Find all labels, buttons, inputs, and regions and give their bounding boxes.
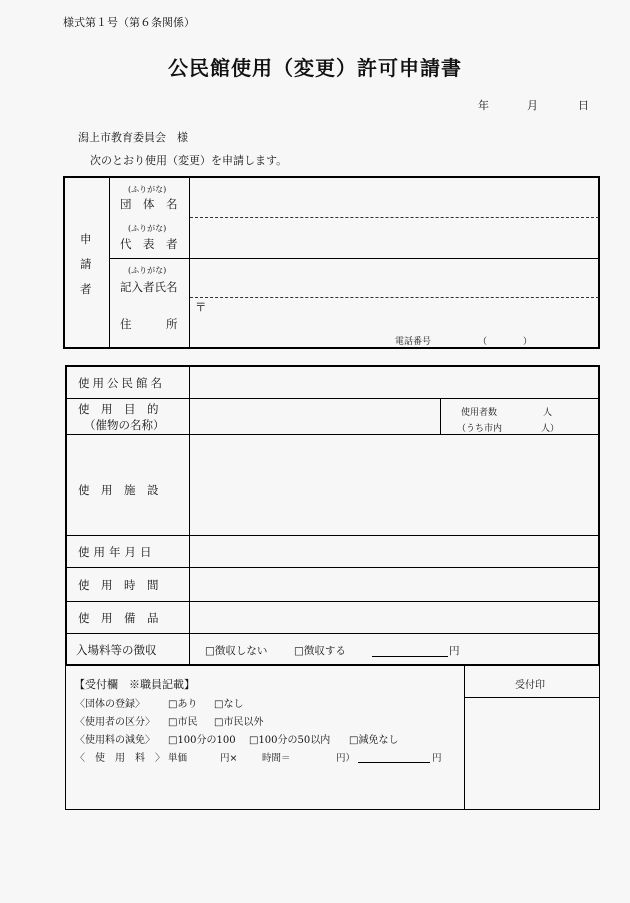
registration-label: 〈団体の登録〉 <box>75 699 145 710</box>
yen-times-label: 円× <box>220 753 238 764</box>
fee-no-checkbox[interactable]: □徴収しない <box>205 645 268 657</box>
reduction-label: 〈使用料の減免〉 <box>75 735 155 746</box>
furigana-group: (ふりがな) <box>128 185 167 194</box>
applicant-label-3: 者 <box>80 282 92 296</box>
furigana-rep: (ふりがな) <box>128 224 167 233</box>
users-city-unit: 人） <box>541 424 560 434</box>
writer-name-label: 記入者氏名 <box>120 280 178 294</box>
class-other-checkbox[interactable]: □市民以外 <box>214 717 264 728</box>
reduction-100-checkbox[interactable]: □100分の100 <box>168 735 236 746</box>
reduction-none-checkbox[interactable]: □減免なし <box>349 735 399 746</box>
users-city-label: （うち市内 <box>457 424 503 434</box>
users-unit: 人 <box>543 408 553 418</box>
reception-stamp-label: 受付印 <box>515 680 545 691</box>
usage-fee-label: 〈 使 用 料 〉 <box>75 753 165 764</box>
hall-name-label: 使用公民館名 <box>78 376 165 390</box>
facility-label: 使 用 施 設 <box>78 483 159 497</box>
page-title: 公民館使用（変更）許可申請書 <box>168 56 462 80</box>
applicant-label-1: 申 <box>80 232 92 246</box>
phone-label: 電話番号 <box>395 337 432 347</box>
use-time-label: 使 用 時 間 <box>78 578 159 592</box>
user-class-label: 〈使用者の区分〉 <box>75 717 155 728</box>
fee-total-yen: 円 <box>432 753 442 764</box>
hours-equals-label: 時間＝ <box>262 753 291 764</box>
furigana-writer: (ふりがな) <box>128 266 167 275</box>
fee-yes-checkbox[interactable]: □徴収する <box>294 645 346 657</box>
reduction-50-checkbox[interactable]: □100分の50以内 <box>249 735 331 746</box>
fee-unit: 円 <box>449 645 460 657</box>
address-label: 住 所 <box>120 317 178 331</box>
registration-no-checkbox[interactable]: □なし <box>214 699 244 710</box>
registration-yes-checkbox[interactable]: □あり <box>168 699 198 710</box>
unit-price-label: 単価 <box>168 753 188 764</box>
form-number: 様式第１号（第６条関係） <box>63 16 195 29</box>
applicant-label-2: 請 <box>80 257 92 271</box>
reception-heading: 【受付欄 ※職員記載】 <box>74 678 195 691</box>
users-count-label: 使用者数 <box>461 408 498 418</box>
purpose-label: 使 用 目 的 <box>78 402 159 416</box>
date-month-label: 月 <box>527 99 538 112</box>
date-year-label: 年 <box>478 99 489 112</box>
event-name-label: （催物の名称） <box>84 418 165 432</box>
postal-mark: 〒 <box>195 300 207 314</box>
fee-collection-label: 入場料等の徴収 <box>76 643 157 657</box>
yen-paren-label: 円） <box>336 753 356 764</box>
phone-parens: （ ） <box>478 337 533 347</box>
representative-label: 代 表 者 <box>120 237 178 251</box>
equipment-label: 使 用 備 品 <box>78 611 159 625</box>
intro-text: 次のとおり使用（変更）を申請します。 <box>90 154 288 167</box>
class-city-checkbox[interactable]: □市民 <box>168 717 198 728</box>
group-name-label: 団 体 名 <box>120 197 178 211</box>
use-date-label: 使用年月日 <box>78 545 156 559</box>
recipient: 潟上市教育委員会 様 <box>78 131 188 144</box>
date-day-label: 日 <box>578 99 589 112</box>
